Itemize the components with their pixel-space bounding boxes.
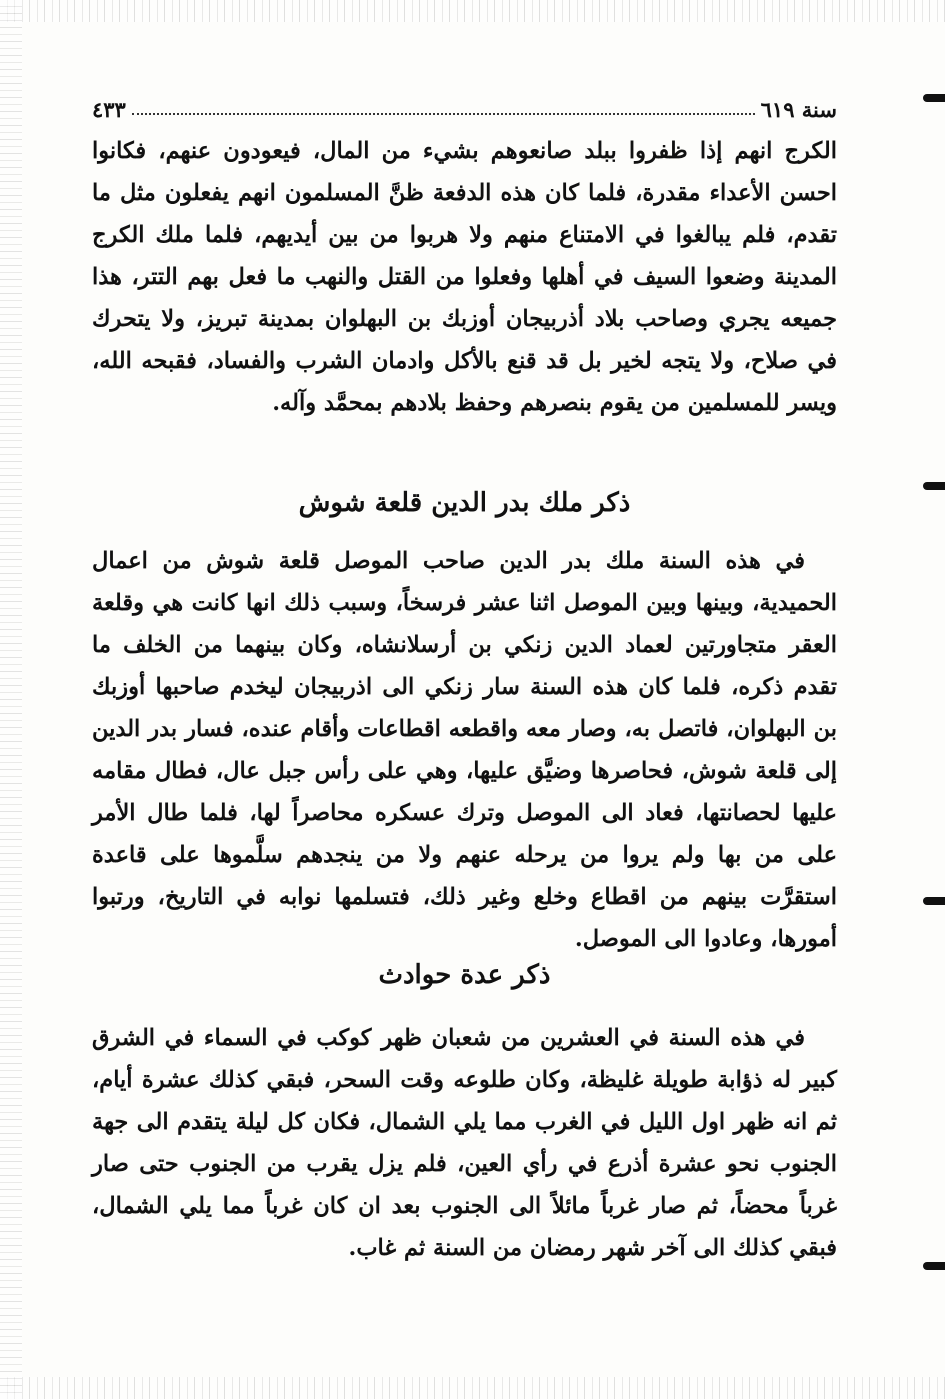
section-body [92, 540, 837, 960]
section-heading: ذكر عدة حوادث [378, 960, 551, 990]
scan-edge-bottom [0, 1377, 945, 1399]
header-year: سنة ٦١٩ [760, 97, 837, 122]
paragraph-continued [92, 130, 837, 424]
page-number: ٤٣٣ [92, 97, 126, 122]
paragraph-text: في هذه السنة ملك بدر الدين صاحب الموصل قلعة شوش من اعمال الحميدية، وبينها وبين الموصل اثنا عشر فرسخاً، وسبب ذلك انها كانت هي وقلعة العقر متجاورتين لعماد الدين زنكي بن أرسلانشاه، وكان بينهما من الخلف ما تقدم ذكره، فلما كان هذه السنة سار زنكي الى اذربيجان ليخدم صاحبها أوزبك بن البهلوان، فاتصل به، وصار معه واقطعه اقطاعات وأقام عنده، فسار بدر الدين إلى قلعة شوش، فحاصرها وضيَّق عليها، وهي على رأس جبل عال، فطال مقامه عليها لحصانتها، فعاد الى الموصل وترك عسكره محاصراً لها، فلما طال الأمر على من بها ولم يروا من يرحله عنهم ولا من ينجدهم سلَّموها على قاعدة استقرَّت بينهم من اقطاع وخلع وغير ذلك، فتسلمها نوابه في التاريخ، ورتبوا أمورها، وعادوا الى الموصل. [92, 548, 837, 952]
margin-tab-mark [923, 897, 945, 905]
section-heading: ذكر ملك بدر الدين قلعة شوش [298, 488, 631, 518]
paragraph-text: في هذه السنة في العشرين من شعبان ظهر كوكب في السماء في الشرق كبير له ذؤابة طويلة غليظة، وكان طلوعه وقت السحر، فبقي كذلك عشرة أيام، ثم انه ظهر اول الليل في الغرب مما يلي الشمال، فكان كل ليلة يتقدم الى جهة الجنوب نحو عشرة أذرع في رأي العين، فلم يزل يقرب من الجنوب حتى صار غرباً محضاً، ثم صار غرباً مائلاً الى الجنوب بعد ان كان غرباً مما يلي الشمال، فبقي كذلك الى آخر شهر رمضان من السنة ثم غاب. [92, 1025, 837, 1261]
scan-edge-left [0, 0, 22, 1399]
section-body [92, 1017, 837, 1269]
paragraph-text: الكرج انهم إذا ظفروا ببلد صانعوهم بشيء من المال، فيعودون عنهم، فكانوا احسن الأعداء مقدرة، فلما كان هذه الدفعة ظنَّ المسلمون انهم يفعلون مثل ما تقدم، فلم يبالغوا في الامتناع منهم ولا هربوا من بين أيديهم، فلما ملك الكرج المدينة وضعوا السيف في أهلها وفعلوا من القتل والنهب ما فعل بهم التتر، هذا جميعه يجري وصاحب بلاد أذربيجان أوزبك بن البهلوان بمدينة تبريز، ولا يتحرك في صلاح، ولا يتجه لخير بل قد قنع بالأكل وادمان الشرب والفساد، فقبحه الله، ويسر للمسلمين من يقوم بنصرهم وحفظ بلادهم بمحمَّد وآله. [92, 138, 837, 416]
header-dot-leader [132, 112, 755, 115]
margin-tab-mark [923, 482, 945, 490]
running-header [92, 88, 837, 122]
scan-edge-top [0, 0, 945, 22]
margin-tab-mark [923, 94, 945, 102]
margin-tab-mark [923, 1262, 945, 1270]
